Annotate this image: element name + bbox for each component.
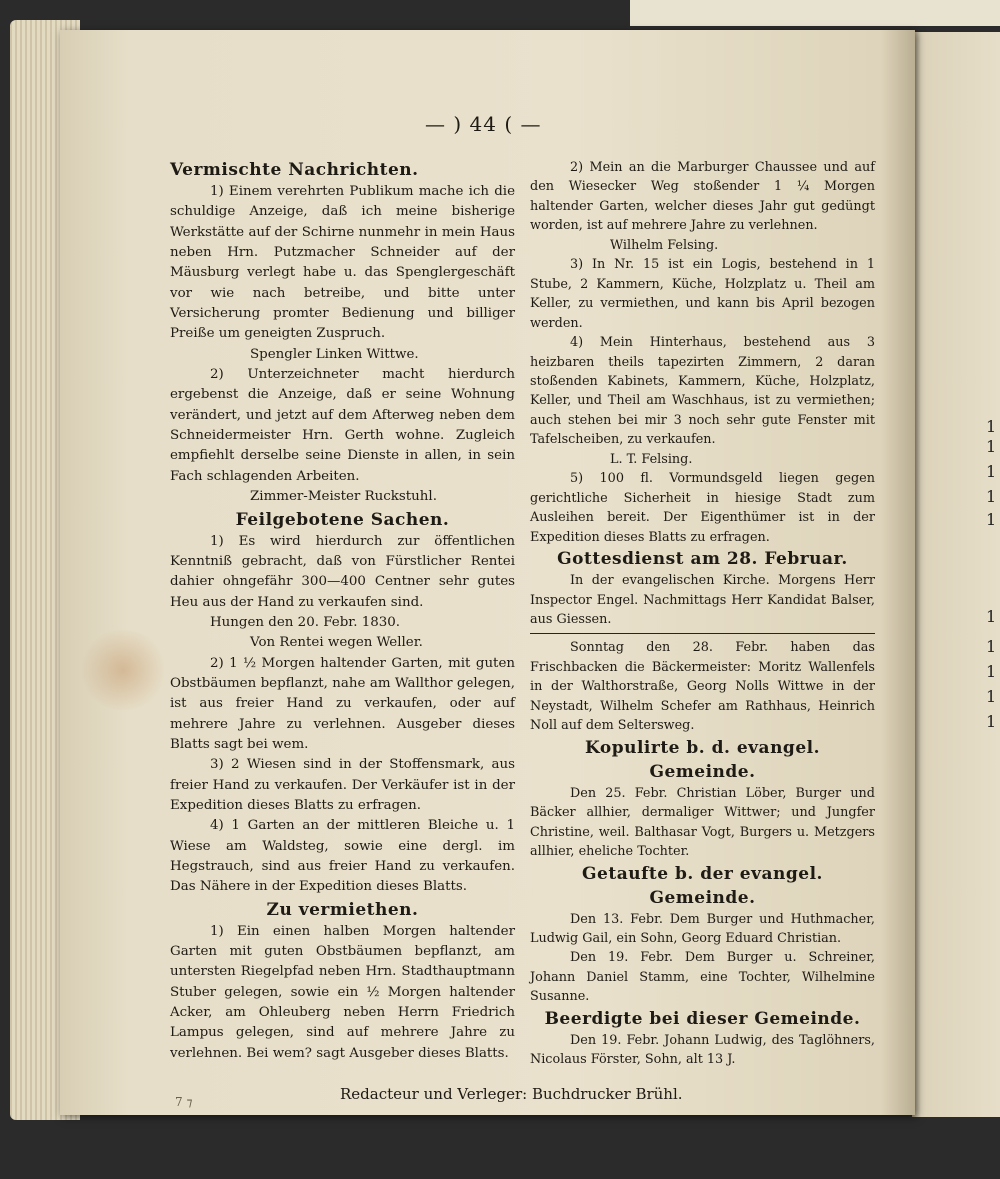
edge-glyph: 1 <box>986 510 997 529</box>
notice-paragraph: Den 19. Febr. Johann Ludwig, des Taglöhners, Nicolaus Förster, Sohn, alt 13 J. <box>530 1032 875 1068</box>
notice-paragraph: Den 13. Febr. Dem Burger und Huthmacher, Ludwig Gail, ein Sohn, Georg Eduard Christian. <box>530 911 875 946</box>
notice-date: Hungen den 20. Febr. 1830. <box>210 614 401 630</box>
edge-glyph: 1 <box>986 437 997 456</box>
notice-paragraph: 1) Ein einen halben Morgen haltender Garten mit guten Obstbäumen bepflanzt, am untersten Riegelpfad neben Hrn. Stadthauptmann Stuber gelegen, sowie ein ½ Morgen haltender Acker, am Ohleuberg neben Herrn Friedrich Lampus gelegen, sind auf mehrere Jahre zu verlehnen. Bei wem? sagt Ausgeber dieses Blatts. <box>170 923 515 1061</box>
notice-signature: Von Rentei wegen Weller. <box>250 635 423 651</box>
notice-signature: Zimmer-Meister Ruckstuhl. <box>250 489 437 505</box>
notice-paragraph: 4) 1 Garten an der mittleren Bleiche u. 1 Wiese am Waldsteg, sowie eine dergl. im Hegstrauch, sind aus freier Hand zu verkaufen. Das Nähere in der Expedition dieses Blatts. <box>170 818 515 895</box>
divider-rule <box>530 633 875 634</box>
edge-glyph: 1 <box>986 662 997 681</box>
section-heading-feilgebotene: Feilgebotene Sachen. <box>235 509 450 530</box>
notice-paragraph: 1) Einem verehrten Publikum mache ich die schuldige Anzeige, daß ich meine bisherige Werkstätte auf der Schirne nunmehr in mein Haus neben Hrn. Putzmacher Schneider auf der Mäusburg verlegt habe u. das Spenglergeschäft vor wie nach betreibe, und bitte unter Versicherung promter Bedienung und billiger Preiße um geneigten Zuspruch. <box>170 184 515 342</box>
section-heading-beerdigte: Beerdigte bei dieser Gemeinde. <box>544 1008 861 1029</box>
notice-paragraph: 4) Mein Hinterhaus, bestehend aus 3 heizbaren theils tapezirten Zimmern, 2 daran stoßenden Kabinets, Kammern, Küche, Holzplatz, Keller, und Theil am Waschhaus, ist zu vermiethen; auch stehen bei mir 3 noch sehr gute Fenster mit Tafelscheiben, zu verkaufen. <box>530 335 875 448</box>
notice-paragraph: 1) Es wird hierdurch zur öffentlichen Kenntniß gebracht, daß von Fürstlicher Rentei dahier ohngefähr 300—400 Centner sehr gutes Heu aus der Hand zu verkaufen sind. <box>170 533 515 610</box>
notice-paragraph: In der evangelischen Kirche. Morgens Herr Inspector Engel. Nachmittags Herr Kandidat Balser, aus Giessen. <box>530 573 875 627</box>
notice-paragraph: 2) Mein an die Marburger Chaussee und auf den Wiesecker Weg stoßender 1 ¼ Morgen haltender Garten, welcher dieses Jahr gut gedüngt worden, ist auf mehrere Jahre zu verlehnen. <box>530 160 875 234</box>
edge-glyph: 1 <box>986 607 997 626</box>
imprint-footer: Redacteur und Verleger: Buchdrucker Brühl. <box>340 1085 683 1103</box>
notice-paragraph: Den 19. Febr. Dem Burger u. Schreiner, Johann Daniel Stamm, eine Tochter, Wilhelmine Susanne. <box>530 950 875 1005</box>
notice-signature: Spengler Linken Wittwe. <box>250 346 419 362</box>
notice-signature: L. T. Felsing. <box>610 451 693 467</box>
edge-glyph: 1 <box>986 462 997 481</box>
notice-paragraph: 3) 2 Wiesen sind in der Stoffensmark, aus freier Hand zu verkaufen. Der Verkäufer ist in der Expedition dieses Blatts zu erfragen. <box>170 757 515 813</box>
notice-signature: Wilhelm Felsing. <box>610 237 719 253</box>
notice-paragraph: 3) In Nr. 15 ist ein Logis, bestehend in 1 Stube, 2 Kammern, Küche, Holzplatz u. Theil am Keller, zu vermiethen, und kann bis April bezogen werden. <box>530 257 875 331</box>
edge-glyph: 1 <box>986 487 997 506</box>
notice-paragraph: 2) 1 ½ Morgen haltender Garten, mit guten Obstbäumen bepflanzt, nahe am Wallthor gelegen, ist aus freier Hand zu verkaufen, oder auf mehrere Jahre zu verlehnen. Ausgeber dieses Blatts sagt bei wem. <box>170 655 515 752</box>
facing-page-margin <box>912 32 1000 1117</box>
section-heading-kopulirte: Kopulirte b. d. evangel. Gemeinde. <box>584 737 821 782</box>
facing-page-top-edge <box>630 0 1000 26</box>
section-heading-getaufte: Getaufte b. der evangel. Gemeinde. <box>582 863 823 908</box>
edge-glyph: 1 <box>986 687 997 706</box>
edge-glyph: 1 <box>986 712 997 731</box>
notice-paragraph: Sonntag den 28. Febr. haben das Frischbacken die Bäckermeister: Moritz Wallenfels in der Walthorstraße, Georg Nolls Wittwe in der Neystadt, Wilhelm Schefer am Rathhaus, Heinrich Noll auf dem Seltersweg. <box>530 640 875 734</box>
section-heading-vermischte: Vermischte Nachrichten. <box>170 160 419 180</box>
right-column <box>530 158 875 1070</box>
notice-paragraph: 5) 100 fl. Vormundsgeld liegen gegen gerichtliche Sicherheit in hiesige Stadt zum Ausleihen bereit. Der Eigenthümer ist in der Expedition dieses Blatts zu erfragen. <box>530 471 875 545</box>
page-stain <box>78 630 168 710</box>
edge-glyph: 1 <box>986 417 997 436</box>
left-column <box>170 158 515 1064</box>
section-heading-vermiethen: Zu vermiethen. <box>266 899 419 920</box>
section-heading-gottesdienst: Gottesdienst am 28. Februar. <box>557 549 848 570</box>
notice-paragraph: Den 25. Febr. Christian Löber, Burger und Bäcker allhier, dermaliger Wittwer; und Jungfer Christine, weil. Balthasar Vogt, Burgers u. Metzgers allhier, eheliche Tochter. <box>530 785 875 860</box>
edge-glyph: 1 <box>986 637 997 656</box>
notice-paragraph: 2) Unterzeichneter macht hierdurch ergebenst die Anzeige, daß er seine Wohnung verändert, und jetzt auf dem Afterweg neben dem Schneidermeister Hrn. Gerth wohne. Zugleich empfiehlt derselbe seine Dienste in allen, in sein Fach schlagenden Arbeiten. <box>170 367 515 484</box>
page-number: — ) 44 ( — <box>425 112 542 136</box>
folio-mark: 7 ⁊ <box>175 1095 193 1109</box>
